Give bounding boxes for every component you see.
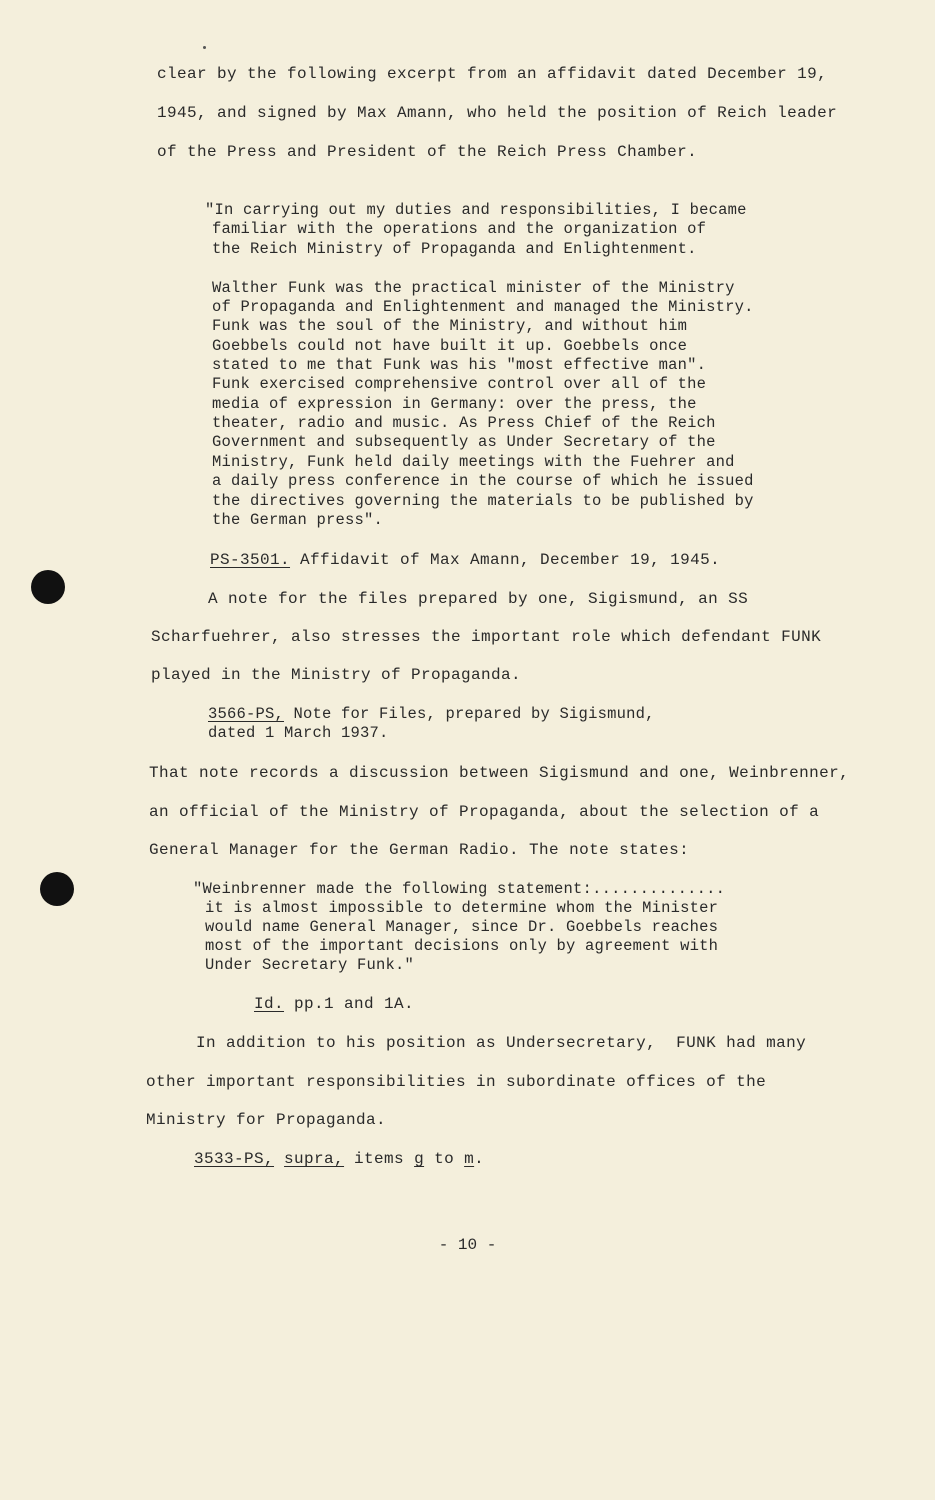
- quote-line: it is almost impossible to determine whom the Minister: [205, 899, 719, 917]
- citation-line2: dated 1 March 1937.: [208, 724, 389, 742]
- intro-line: of the Press and President of the Reich Press Chamber.: [157, 143, 698, 161]
- body-line: That note records a discussion between Sigismund and one, Weinbrenner,: [149, 764, 850, 782]
- quote-line: Walther Funk was the practical minister of the Ministry: [212, 279, 735, 297]
- citation-text: Affidavit of Max Amann, December 19, 1945.: [290, 551, 721, 569]
- body-line: Scharfuehrer, also stresses the important role which defendant FUNK: [151, 628, 822, 646]
- punch-hole: [40, 872, 74, 906]
- body-line: an official of the Ministry of Propaganda, about the selection of a: [149, 803, 820, 821]
- body-line: A note for the files prepared by one, Sigismund, an SS: [208, 590, 749, 608]
- citation-item-m: m: [464, 1150, 475, 1168]
- quote-line: Funk exercised comprehensive control over all of the: [212, 375, 707, 393]
- body-line: In addition to his position as Undersecretary, FUNK had many: [196, 1034, 807, 1052]
- body-line: Ministry for Propaganda.: [146, 1111, 387, 1129]
- quote-line: stated to me that Funk was his "most effective man".: [212, 356, 707, 374]
- citation-item-g: g: [414, 1150, 425, 1168]
- quote-line: "In carrying out my duties and responsibilities, I became: [205, 201, 747, 219]
- body-line: General Manager for the German Radio. The note states:: [149, 841, 690, 859]
- citation-supra: supra,: [284, 1150, 345, 1168]
- citation-ref: PS-3501.: [210, 551, 291, 569]
- citation: [208, 704, 655, 724]
- body-line: played in the Ministry of Propaganda.: [151, 666, 522, 684]
- quote-line: media of expression in Germany: over the press, the: [212, 395, 697, 413]
- quote-line: familiar with the operations and the organization of: [212, 220, 707, 238]
- citation: [194, 1149, 484, 1169]
- intro-line: 1945, and signed by Max Amann, who held the position of Reich leader: [157, 104, 838, 122]
- citation: [210, 550, 720, 570]
- citation-ref: 3533-PS,: [194, 1150, 275, 1168]
- citation-text: pp.1 and 1A.: [284, 995, 415, 1013]
- speck: [203, 46, 206, 49]
- quote-line: of Propaganda and Enlightenment and managed the Ministry.: [212, 298, 754, 316]
- citation-text: items: [344, 1150, 415, 1168]
- intro-line: clear by the following excerpt from an affidavit dated December 19,: [157, 65, 828, 83]
- quote-line: Funk was the soul of the Ministry, and without him: [212, 317, 688, 335]
- quote-line: most of the important decisions only by agreement with: [205, 937, 719, 955]
- quote-line: would name General Manager, since Dr. Goebbels reaches: [205, 918, 719, 936]
- punch-hole: [31, 570, 65, 604]
- quote-line: the Reich Ministry of Propaganda and Enlightenment.: [212, 240, 697, 258]
- body-line: other important responsibilities in subordinate offices of the: [146, 1073, 767, 1091]
- quote-line: theater, radio and music. As Press Chief of the Reich: [212, 414, 716, 432]
- citation-text: Note for Files, prepared by Sigismund,: [284, 705, 655, 723]
- quote-line: "Weinbrenner made the following statement:..............: [193, 880, 726, 898]
- quote-line: the directives governing the materials to be published by: [212, 492, 754, 510]
- quote-line: Under Secretary Funk.": [205, 956, 415, 974]
- citation: [254, 994, 414, 1014]
- quote-line: Ministry, Funk held daily meetings with the Fuehrer and: [212, 453, 735, 471]
- citation-ref: 3566-PS,: [208, 705, 285, 723]
- quote-line: Government and subsequently as Under Secretary of the: [212, 433, 716, 451]
- citation-text: to: [424, 1150, 465, 1168]
- citation-ref: Id.: [254, 995, 285, 1013]
- citation-text: .: [474, 1150, 485, 1168]
- quote-line: Goebbels could not have built it up. Goebbels once: [212, 337, 688, 355]
- page-number: - 10 -: [438, 1236, 497, 1254]
- quote-line: a daily press conference in the course of which he issued: [212, 472, 754, 490]
- quote-line: the German press".: [212, 511, 384, 529]
